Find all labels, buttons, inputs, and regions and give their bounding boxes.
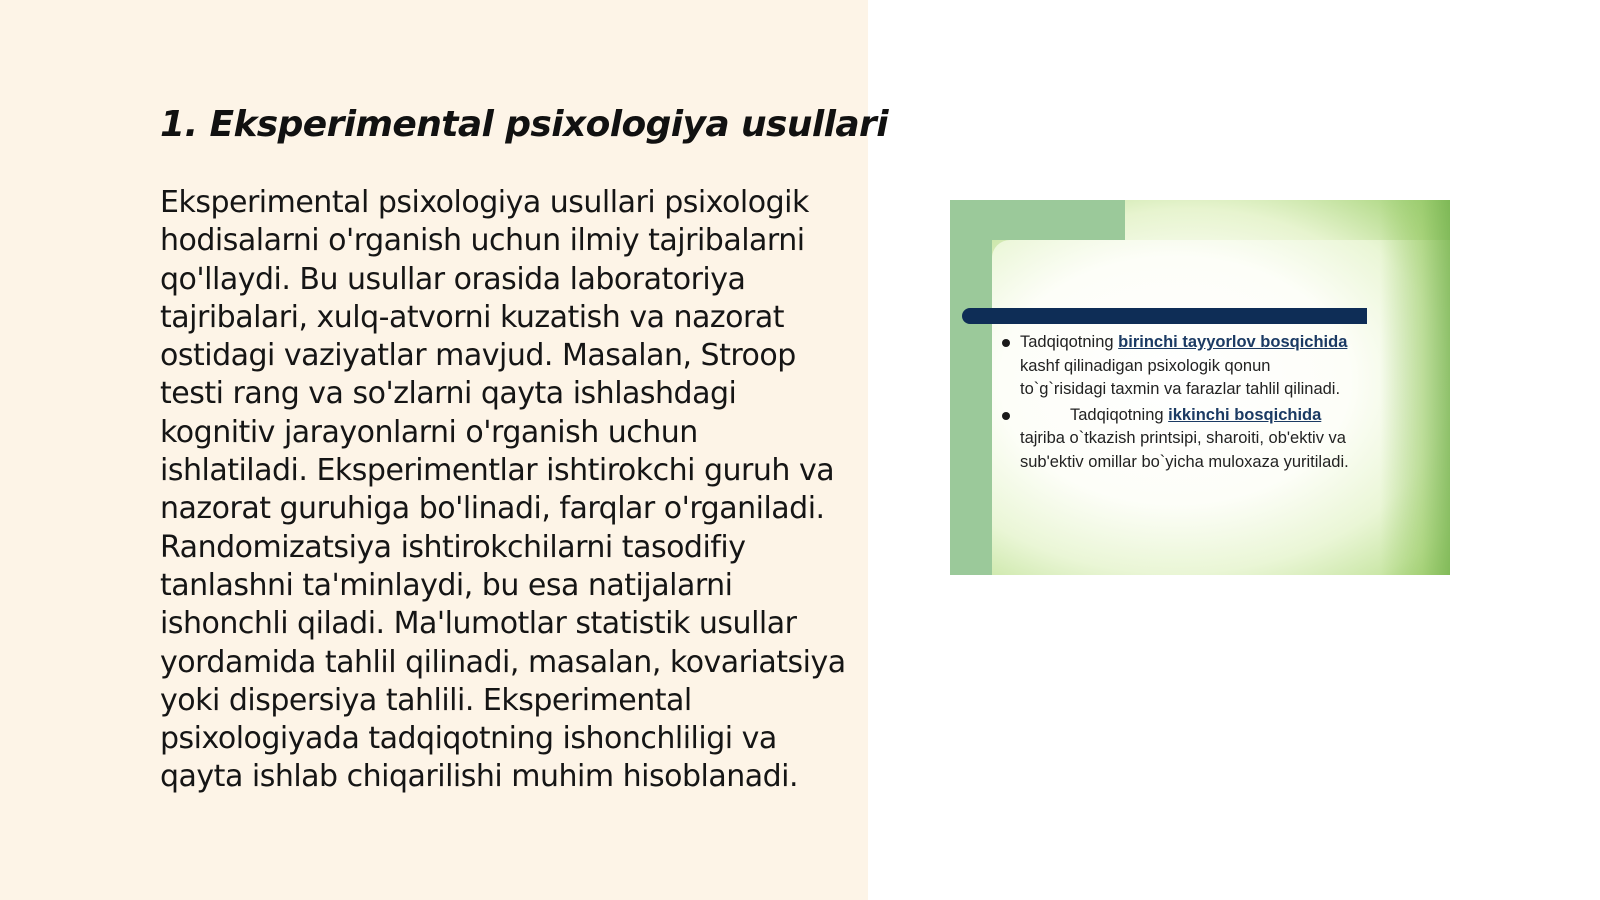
bullet-line: tajriba o`tkazish printsipi, sharoiti, ob'ektiv va — [1020, 429, 1346, 447]
bullet-prefix: Tadqiqotning — [1070, 405, 1164, 424]
bullet-line: kashf qilinadigan psixologik qonun — [1020, 356, 1271, 375]
image-frame-left — [950, 200, 992, 575]
slide-body-text: Eksperimental psixologiya usullari psixologik hodisalarni o'rganish uchun ilmiy tajribalarni qo'llaydi. Bu usullar orasida laboratoriya tajribalari, xulq-atvorni kuzatish va nazorat ostidagi vaziyatlar mavjud. Masalan, Stroop testi rang va so'zlarni qayta ishlashdagi kognitiv jarayonlarni o'rganish uchun ishlatiladi. Eksperimentlar ishtirokchi guruh va nazorat guruhiga bo'linadi, farqlar o'rganiladi. Randomizatsiya ishtirokchilarni tasodifiy tanlashni ta'minlaydi, bu esa natijalarni ishonchli qiladi. Ma'lumotlar statistik usullar yordamida tahlil qilinadi, masalan, kovariatsiya yoki dispersiya tahlili. Eksperimental psixologiyada tadqiqotning ishonchliligi va qayta ishlab chiqarilishi muhim hisoblanadi. — [160, 185, 846, 795]
bullet-keyword: ikkinchi bosqichida — [1168, 405, 1322, 424]
bullet-line: to`g`risidagi taxmin va farazlar tahlil qilinadi. — [1020, 380, 1341, 398]
image-title-bar — [962, 308, 1367, 324]
slide-image — [950, 200, 1450, 575]
image-bullet-item — [1002, 331, 1412, 402]
bullet-prefix: Tadqiqotning — [1020, 333, 1114, 351]
image-frame-top — [950, 200, 1125, 240]
slide-title: 1. Eksperimental psixologiya usullari — [160, 104, 888, 145]
image-bullet-item — [1002, 404, 1412, 475]
bullet-icon — [1002, 412, 1010, 420]
bullet-keyword: birinchi tayyorlov bosqichida — [1118, 333, 1348, 351]
bullet-icon — [1002, 339, 1010, 347]
bullet-line: sub'ektiv omillar bo`yicha muloxaza yuritiladi. — [1020, 452, 1349, 471]
image-bullet-list — [1002, 331, 1412, 476]
